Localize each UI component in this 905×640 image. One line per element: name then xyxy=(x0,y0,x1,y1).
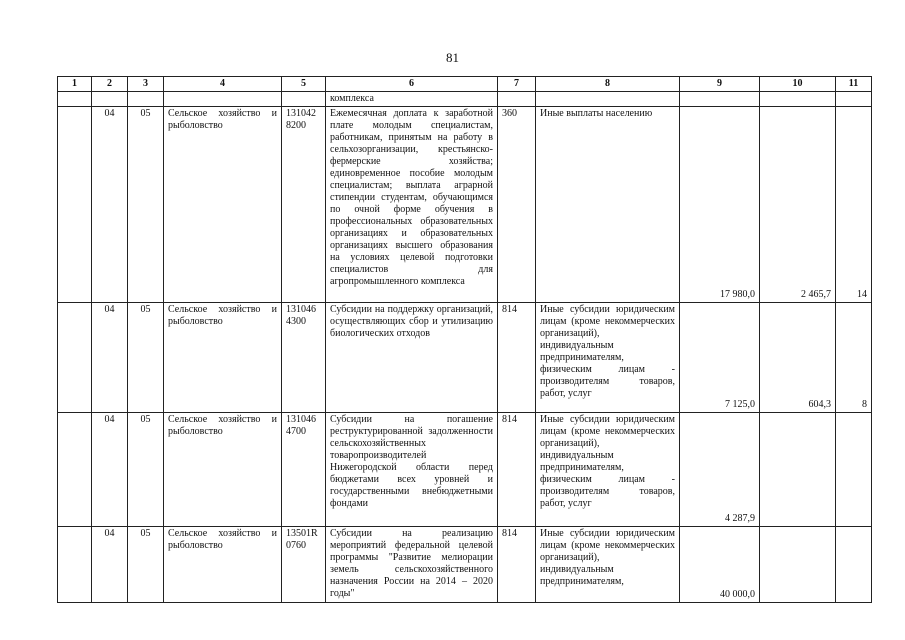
cell-amount-11 xyxy=(836,413,872,527)
cell-target-code: 131042 8200 xyxy=(282,107,326,303)
cell-amount-11 xyxy=(836,527,872,603)
cell-description: Ежемесячная доплата к заработной плате молодым специалистам, работникам, принятым на работу в сельхозорганизации, крестьянско-фермерские хозяйства; единовременное пособие молодым специалистам; выплата аграрной стипендии студентам, обучающимся по очной форме обучения в профессиональных образовательных организациях и образовательных организациях высшего образования на условиях целевой подготовки специалистов для агропромышленного комплекса xyxy=(326,107,498,303)
cell-col1 xyxy=(58,413,92,527)
cell-subsection: 05 xyxy=(128,413,164,527)
cell-expense-type: Иные субсидии юридическим лицам (кроме некоммерческих организаций), индивидуальным предпринимателям, физическим лицам - производителям товаров, работ, услуг xyxy=(536,303,680,413)
col-header-8: 8 xyxy=(536,77,680,92)
cell-expense-code: 814 xyxy=(498,303,536,413)
cell-section: 04 xyxy=(92,413,128,527)
table-row xyxy=(58,413,872,527)
col-header-1: 1 xyxy=(58,77,92,92)
header-row xyxy=(58,77,872,92)
cell-section: 04 xyxy=(92,527,128,603)
cell-section: 04 xyxy=(92,303,128,413)
col-header-4: 4 xyxy=(164,77,282,92)
cell-subsection: 05 xyxy=(128,107,164,303)
cell-subsection: 05 xyxy=(128,527,164,603)
cell-amount-11: 8 xyxy=(836,303,872,413)
cell-amount-9: 4 287,9 xyxy=(680,413,760,527)
cell-expense-type: Иные субсидии юридическим лицам (кроме некоммерческих организаций), индивидуальным предпринимателям, физическим лицам - производителям товаров, работ, услуг xyxy=(536,413,680,527)
cell-section-name: Сельское хозяйство и рыболовство xyxy=(164,303,282,413)
cell-section-name: Сельское хозяйство и рыболовство xyxy=(164,107,282,303)
cell-expense-code: 814 xyxy=(498,413,536,527)
cell-section-name: Сельское хозяйство и рыболовство xyxy=(164,413,282,527)
table-row xyxy=(58,527,872,603)
cell-amount-10 xyxy=(760,527,836,603)
cell-description: Субсидии на погашение реструктурированной задолженности сельскохозяйственных товаропроизводителей Нижегородской области перед бюджетами всех уровней и государственными внебюджетными фондами xyxy=(326,413,498,527)
cell-expense-code: 814 xyxy=(498,527,536,603)
cell-expense-code: 360 xyxy=(498,107,536,303)
cell-amount-9: 7 125,0 xyxy=(680,303,760,413)
cell-col1 xyxy=(58,303,92,413)
cell-amount-10: 604,3 xyxy=(760,303,836,413)
cell-description: Субсидии на реализацию мероприятий федеральной целевой программы "Развитие мелиорации земель сельскохозяйственного назначения России на 2014 – 2020 годы" xyxy=(326,527,498,603)
table-row xyxy=(58,107,872,303)
col-header-5: 5 xyxy=(282,77,326,92)
cell-amount-9: 17 980,0 xyxy=(680,107,760,303)
table-row xyxy=(58,303,872,413)
continuation-row xyxy=(58,92,872,107)
cell-description: Субсидии на поддержку организаций, осуществляющих сбор и утилизацию биологических отходов xyxy=(326,303,498,413)
col-header-10: 10 xyxy=(760,77,836,92)
col-header-7: 7 xyxy=(498,77,536,92)
col-header-11: 11 xyxy=(836,77,872,92)
cell-amount-10 xyxy=(760,413,836,527)
cell-amount-10: 2 465,7 xyxy=(760,107,836,303)
cell-col1 xyxy=(58,107,92,303)
cell-amount-9: 40 000,0 xyxy=(680,527,760,603)
col-header-6: 6 xyxy=(326,77,498,92)
cell-expense-type: Иные субсидии юридическим лицам (кроме некоммерческих организаций), индивидуальным предпринимателям, xyxy=(536,527,680,603)
cell-amount-11: 14 xyxy=(836,107,872,303)
cell-section: 04 xyxy=(92,107,128,303)
cell-subsection: 05 xyxy=(128,303,164,413)
continuation-text: комплекса xyxy=(326,92,498,107)
page-number: 81 xyxy=(446,50,459,65)
cell-section-name: Сельское хозяйство и рыболовство xyxy=(164,527,282,603)
cell-expense-type: Иные выплаты населению xyxy=(536,107,680,303)
cell-target-code: 13501R 0760 xyxy=(282,527,326,603)
cell-target-code: 131046 4300 xyxy=(282,303,326,413)
col-header-3: 3 xyxy=(128,77,164,92)
col-header-9: 9 xyxy=(680,77,760,92)
col-header-2: 2 xyxy=(92,77,128,92)
cell-target-code: 131046 4700 xyxy=(282,413,326,527)
budget-table xyxy=(57,76,872,603)
cell-col1 xyxy=(58,527,92,603)
